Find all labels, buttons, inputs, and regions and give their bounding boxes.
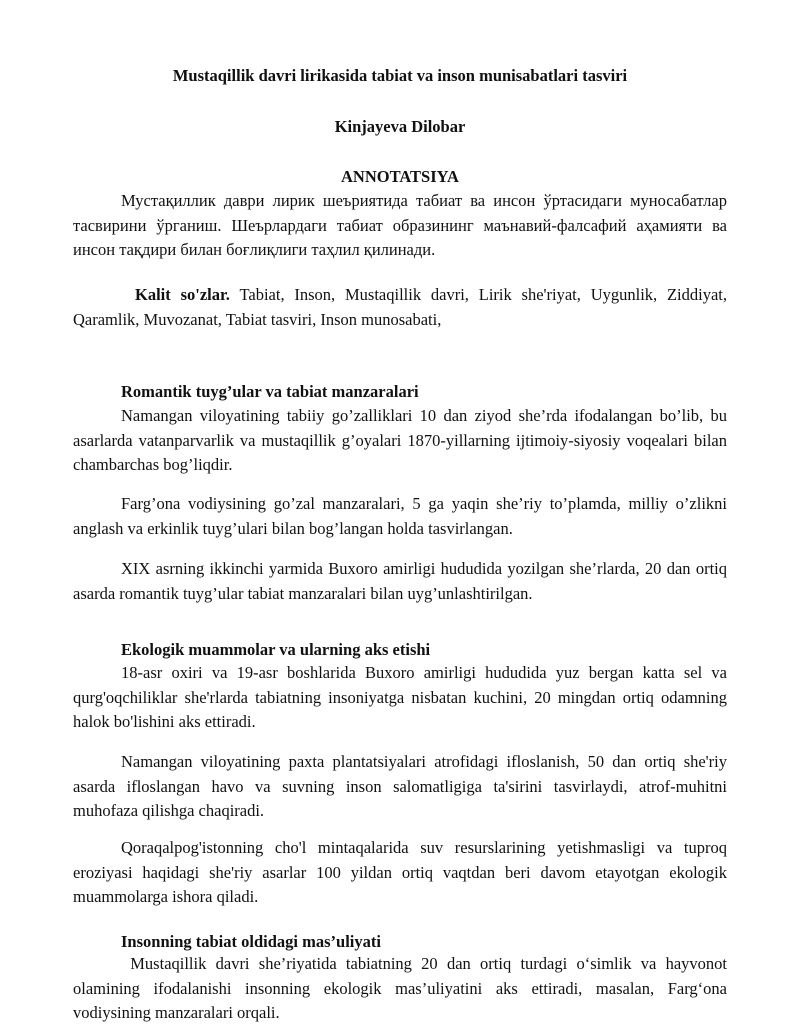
- body-paragraph: [73, 557, 727, 606]
- body-paragraph: [73, 952, 727, 1026]
- author-name: Kinjayeva Dilobar: [334, 117, 466, 136]
- keywords-paragraph: [73, 283, 727, 332]
- keywords-label: Kalit so'zlar.: [135, 285, 230, 304]
- section-heading: Romantik tuyg’ular va tabiat manzaralari: [121, 382, 419, 401]
- section-heading: Insonning tabiat oldidagi mas’uliyati: [121, 932, 381, 951]
- paragraph-text: Namangan viloyatining paxta plantatsiyalari atrofidagi ifloslanish, 50 dan ortiq she'riy asarda ifloslangan havo va suvning inson salomatligiga ta'sirini tasvirlaydi, atrof-muhitni muhofaza qilishga chaqiradi.: [73, 752, 727, 820]
- keywords-text: Tabiat, Inson, Mustaqillik davri, Lirik she'riyat, Uygunlik, Ziddiyat, Qaramlik, Muvozanat, Tabiat tasviri, Inson munosabati,: [73, 285, 727, 329]
- body-paragraph: [73, 661, 727, 735]
- paragraph-text: Qoraqalpog'istonning cho'l mintaqalarida suv resurslarining yetishmasligi va tuproq eroziyasi haqidagi she'riy asarlar 100 yildan ortiq vaqtdan beri davom etayotgan ekologik muammolarga ishora qiladi.: [73, 838, 727, 906]
- paragraph-text: Farg’ona vodiysining go’zal manzaralari, 5 ga yaqin she’riy to’plamda, milliy o’zlikni anglash va erkinlik tuyg’ulari bilan bog’langan holda tasvirlangan.: [73, 494, 727, 538]
- annotation-paragraph: [73, 189, 727, 263]
- document-title: Mustaqillik davri lirikasida tabiat va inson munisabatlari tasviri: [172, 66, 628, 85]
- body-paragraph: [73, 836, 727, 910]
- annotation-text: Мустақиллик даври лирик шеъриятида табиат ва инсон ўртасидаги муносабатлар тасвирини ўрганиш. Шеърлардаги табиат образининг маънавий-фалсафий аҳамияти ва инсон тақдири билан боғлиқлиги таҳлил қилинади.: [73, 191, 727, 259]
- section-heading: Ekologik muammolar va ularning aks etishi: [121, 640, 431, 659]
- paragraph-text: Mustaqillik davri she’riyatida tabiatning 20 dan ortiq turdagi o‘simlik va hayvonot olamining ifodalanishi insonning ekologik mas’uliyatini aks ettiradi, masalan, Farg‘ona vodiysining manzaralari orqali.: [73, 954, 727, 1022]
- body-paragraph: [73, 492, 727, 541]
- body-paragraph: [73, 404, 727, 478]
- paragraph-text: 18-asr oxiri va 19-asr boshlarida Buxoro amirligi hududida yuz bergan katta sel va qurg'oqchiliklar she'rlarda tabiatning insoniyatga nisbatan kuchini, 20 mingdan ortiq odamning halok bo'lishini aks ettiradi.: [73, 663, 727, 731]
- paragraph-text: Namangan viloyatining tabiiy go’zalliklari 10 dan ziyod she’rda ifodalangan bo’lib, bu asarlarda vatanparvarlik va mustaqillik g’oyalari 1870-yillarning ijtimoiy-siyosiy voqealari bilan chambarchas bog’liqdir.: [73, 406, 727, 474]
- annotation-heading: ANNOTATSIYA: [341, 167, 459, 186]
- paragraph-text: XIX asrning ikkinchi yarmida Buxoro amirligi hududida yozilgan she’rlarda, 20 dan ortiq asarda romantik tuyg’ular tabiat manzaralari bilan uyg’unlashtirilgan.: [73, 559, 727, 603]
- body-paragraph: [73, 750, 727, 824]
